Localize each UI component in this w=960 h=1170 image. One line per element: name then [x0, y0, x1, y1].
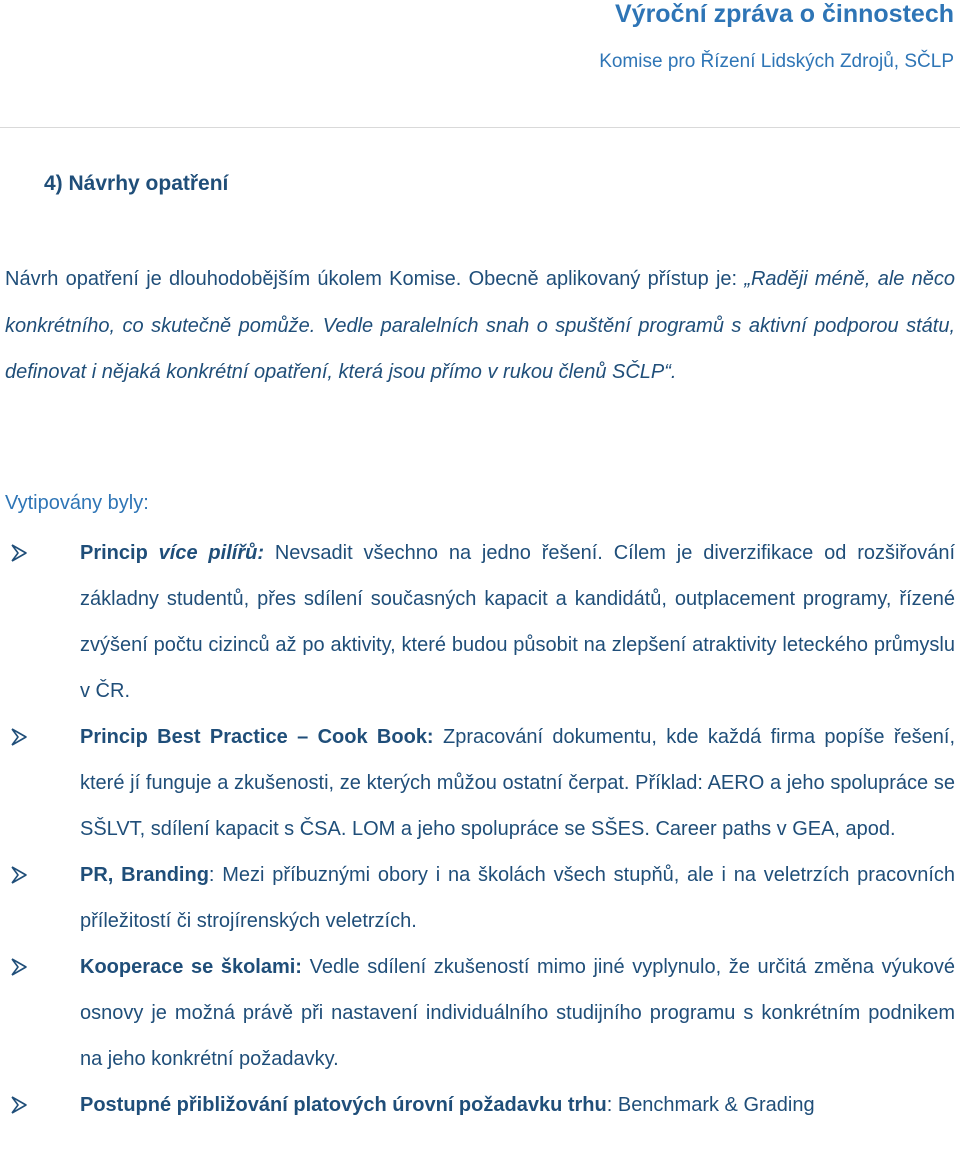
list-item-text: : Mezi příbuznými obory i na školách všech stupňů, ale i na veletrzích pracovních příležitostí či strojírenských veletrzích. — [80, 864, 956, 932]
report-subtitle: Komise pro Řízení Lidských Zdrojů, SČLP — [599, 51, 954, 72]
list-item-lead: Kooperace se školami: — [80, 956, 302, 978]
list-item-text: : Benchmark & Grading — [606, 1094, 815, 1116]
list-item-lead: Postupné přibližování platových úrovní požadavku trhu — [80, 1094, 607, 1116]
measures-list — [0, 530, 960, 1128]
header-divider — [0, 127, 960, 128]
list-item — [0, 1082, 960, 1128]
report-title: Výroční zpráva o činnostech — [615, 0, 954, 28]
list-item-lead: Princip Best Practice – Cook Book: — [80, 726, 434, 748]
list-item-text: Zpracování dokumentu, kde každá firma popíše řešení, které jí funguje a zkušenosti, ze kterých můžou ostatní čerpat. Příklad: AERO a jeho spolupráce se SŠLVT, sdílení kapacit s ČSA. LOM a jeho spolupráce se SŠES. Career paths v GEA, apod. — [80, 726, 955, 840]
list-item-text: Vedle sdílení zkušeností mimo jiné vyplynulo, že určitá změna výukové osnovy je možná právě při nastavení individuálního studijního programu s konkrétním podnikem na jeho konkrétní požadavky. — [80, 956, 956, 1070]
arrow-bullet-icon — [10, 866, 28, 884]
arrow-bullet-icon — [10, 544, 28, 562]
list-item-lead: Princip — [80, 542, 159, 564]
list-item — [0, 852, 960, 944]
intro-paragraph — [5, 256, 955, 396]
list-item-lead: PR, Branding — [80, 864, 209, 886]
intro-quote: „Raději méně, ale něco konkrétního, co skutečně pomůže. Vedle paralelních snah o spuštění programů s aktivní podporou státu, definovat i nějaká konkrétní opatření, která jsou přímo v rukou členů SČLP“. — [5, 268, 955, 383]
section-heading: 4) Návrhy opatření — [44, 172, 229, 195]
list-item — [0, 714, 960, 852]
arrow-bullet-icon — [10, 728, 28, 746]
arrow-bullet-icon — [10, 958, 28, 976]
running-header — [599, 0, 954, 74]
list-item-text: Nevsadit všechno na jedno řešení. Cílem je diverzifikace od rozšiřování základny studentů, přes sdílení současných kapacit a kandidátů, outplacement programy, řízené zvýšení počtu cizinců až po aktivity, které budou působit na zlepšení atraktivity leteckého průmyslu v ČR. — [80, 542, 955, 702]
selected-label: Vytipovány byly: — [5, 492, 149, 514]
arrow-bullet-icon — [10, 1096, 28, 1114]
list-item — [0, 530, 960, 714]
list-item-lead-emphasis: více pilířů: — [158, 542, 264, 564]
list-item — [0, 944, 960, 1082]
intro-text: Návrh opatření je dlouhodobějším úkolem Komise. Obecně aplikovaný přístup je: — [5, 268, 745, 290]
